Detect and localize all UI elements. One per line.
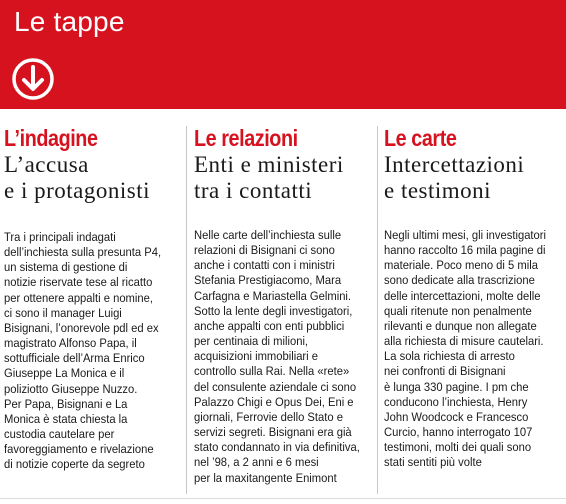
body-line: per centinaia di milioni, — [194, 334, 309, 349]
body-line: stato condannato in via definitiva, — [194, 440, 360, 455]
body-line: delle intercettazioni, molte delle — [384, 288, 541, 303]
body-line: stati sentiti più volte — [384, 455, 482, 470]
body-line: notizie riservate tese al ricatto — [4, 275, 153, 290]
headline-line: Intercettazioni — [384, 152, 525, 177]
body-line: Monica è stata chiesta la — [4, 411, 128, 426]
body-line: giornali, Ferrovie dello Stato e — [194, 409, 343, 424]
body-line: Curcio, hanno interrogato 107 — [384, 425, 533, 440]
body-line: dell’inchiesta sulla presunta P4, — [4, 245, 162, 260]
body-line: La sola richiesta di arresto — [384, 349, 515, 364]
headline-line: tra i contatti — [194, 178, 313, 203]
body-line: Carfagna e Mariastella Gelmini. — [194, 288, 352, 303]
body-line: Giuseppe La Monica e il — [4, 366, 125, 381]
body-line: acquisizioni immobiliari e — [194, 349, 319, 364]
body-line: Palazzo Chigi e Opus Dei, Eni e — [194, 394, 354, 409]
body-line: sottufficiale dell’Arma Enrico — [4, 351, 145, 366]
section-headline — [384, 151, 564, 204]
arrow-down-circle-icon — [11, 57, 55, 101]
page-title: Le tappe — [14, 6, 125, 37]
body-line: Bisignani, l’onorevole pdl ed ex — [4, 320, 159, 335]
column-divider — [186, 126, 187, 494]
body-line: Stefania Prestigiacomo, Mara — [194, 273, 342, 288]
section-carte — [384, 125, 564, 471]
body-line: controllo sulla Rai. Nella «rete» — [194, 364, 350, 379]
body-line: favoreggiamento e rivelazione — [4, 442, 154, 457]
body-line: magistrato Alfonso Papa, il — [4, 336, 137, 351]
section-kicker: L’indagine — [4, 125, 98, 151]
body-line: testimoni, molti dei quali sono — [384, 440, 532, 455]
bottom-rule — [0, 498, 566, 499]
headline-line: L’accusa — [4, 152, 89, 177]
body-line: di notizie coperte da segreto — [4, 457, 145, 472]
body-line: conducono l’inchiesta, Henry — [384, 394, 528, 409]
section-relazioni — [194, 125, 376, 486]
body-line: anche i contatti con i ministri — [194, 258, 335, 273]
body-line: John Woodcock e Francesco — [384, 409, 529, 424]
body-line: custodia cautelare per — [4, 427, 115, 442]
body-line: per ottenere appalti e nomine, — [4, 290, 153, 305]
section-headline — [194, 151, 376, 204]
body-line: è lunga 330 pagine. I pm che — [384, 379, 529, 394]
body-line: un sistema di gestione di — [4, 260, 128, 275]
body-line: del consulente aziendale ci sono — [194, 379, 357, 394]
body-line: hanno raccolto 16 mila pagine di — [384, 243, 546, 258]
section-body — [194, 228, 376, 486]
column-divider — [377, 126, 378, 494]
body-line: Nelle carte dell’inchiesta sulle — [194, 228, 342, 242]
body-line: nel ’98, a 2 anni e 6 mesi — [194, 455, 319, 470]
headline-line: Enti e ministeri — [194, 152, 344, 177]
header-banner — [0, 0, 566, 109]
section-indagine — [4, 125, 180, 473]
body-line: alla richiesta di misure cautelari. — [384, 334, 544, 349]
body-line: quali ritenute non penalmente — [384, 303, 532, 318]
body-line: materiale. Poco meno di 5 mila — [384, 258, 538, 273]
section-kicker: Le relazioni — [194, 125, 298, 151]
body-line: nei confronti di Bisignani — [384, 364, 506, 379]
body-line: sono dedicate alla trascrizione — [384, 273, 535, 288]
section-body — [4, 230, 180, 473]
body-line: Per Papa, Bisignani e La — [4, 396, 128, 411]
body-line: relazioni di Bisignani ci sono — [194, 243, 335, 258]
headline-line: e testimoni — [384, 178, 492, 203]
body-line: rilevanti e dunque non allegate — [384, 318, 537, 333]
headline-line: e i protagonisti — [4, 178, 150, 203]
body-line: ci sono il manager Luigi — [4, 305, 122, 320]
body-line: per la maxitangente Enimont — [194, 470, 337, 485]
section-headline — [4, 151, 180, 204]
body-line: Sotto la lente degli investigatori, — [194, 303, 353, 318]
body-line: poliziotto Giuseppe Nuzzo. — [4, 381, 138, 396]
body-line: Negli ultimi mesi, gli investigatori — [384, 228, 547, 242]
body-line: servizi segreti. Bisignani era già — [194, 425, 352, 440]
section-body — [384, 228, 564, 471]
body-line: Tra i principali indagati — [4, 230, 116, 244]
body-line: anche appalti con enti pubblici — [194, 318, 345, 333]
section-kicker: Le carte — [384, 125, 457, 151]
